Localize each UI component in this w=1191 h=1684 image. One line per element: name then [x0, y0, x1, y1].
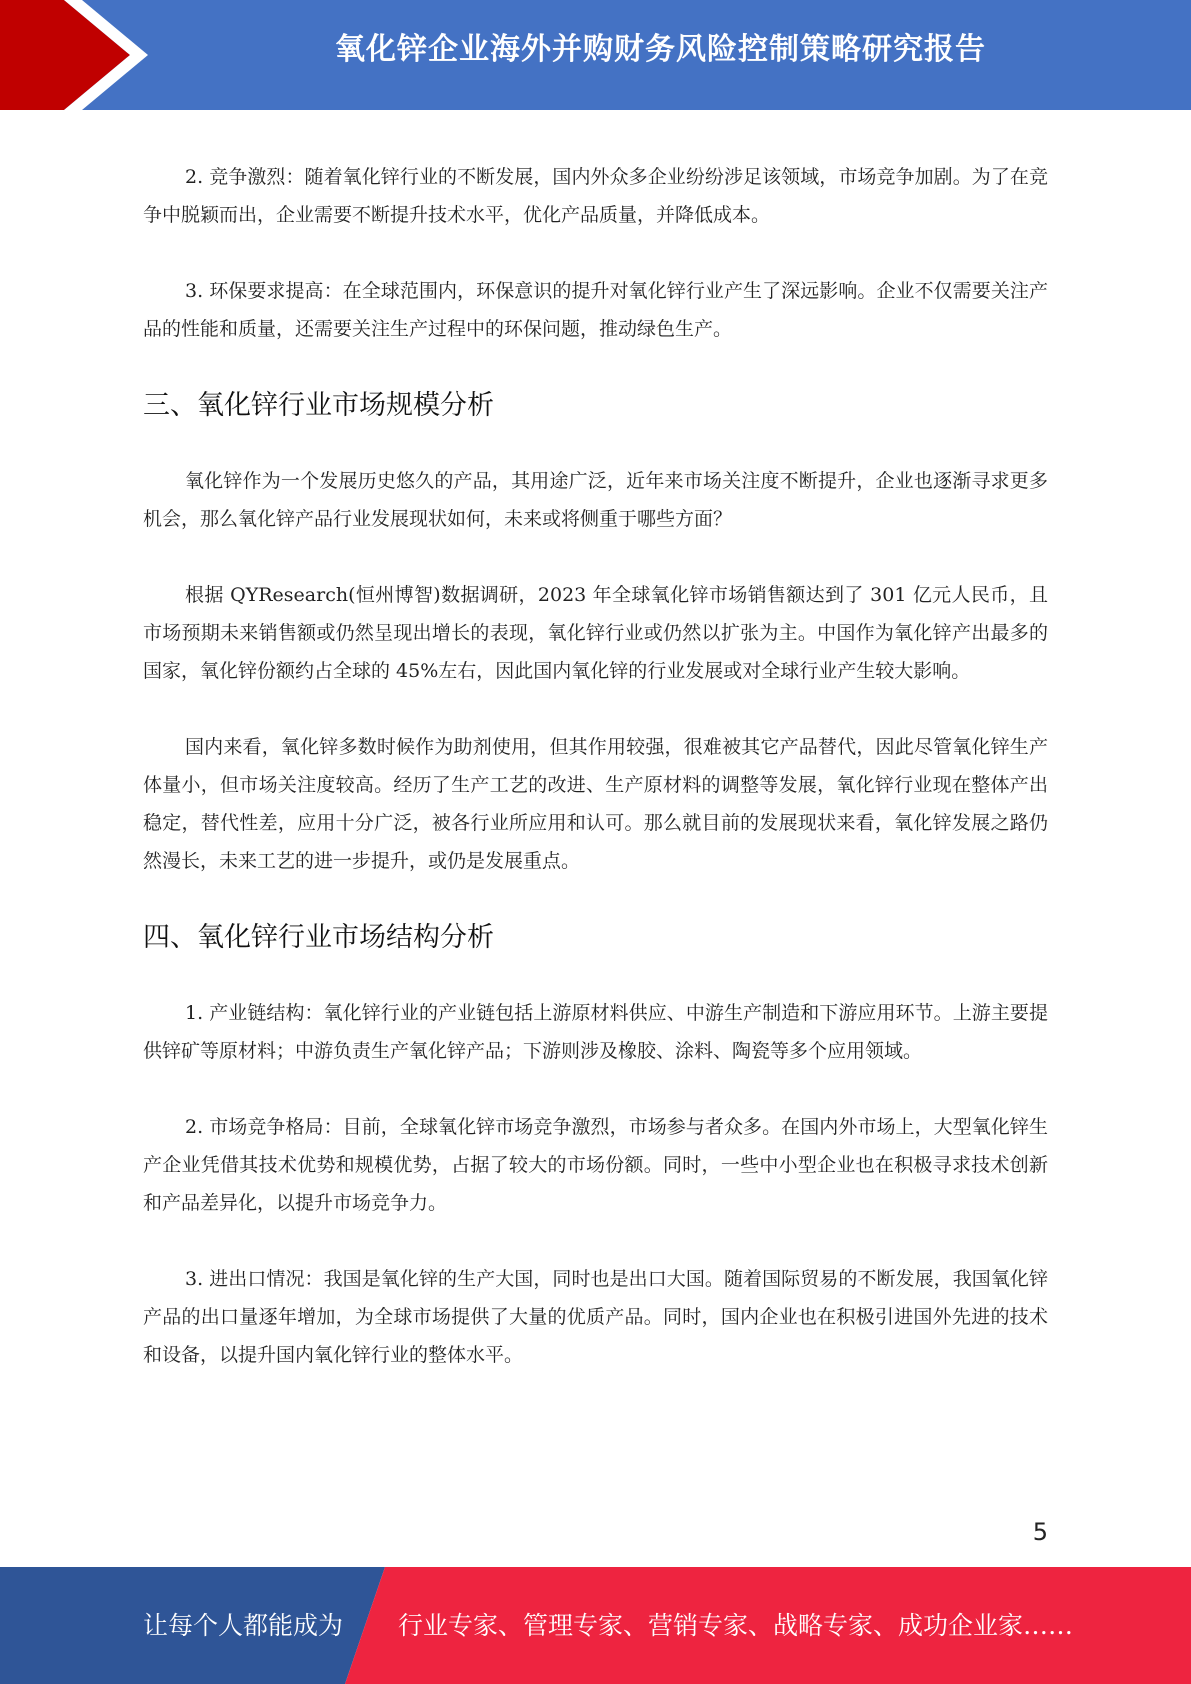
paragraph-market-intro: 氧化锌作为一个发展历史悠久的产品，其用途广泛，近年来市场关注度不断提升，企业也逐渐寻求更多机会，那么氧化锌产品行业发展现状如何，未来或将侧重于哪些方面？: [143, 470, 1048, 530]
page-content: [143, 158, 1048, 1412]
page-header: [0, 0, 1191, 110]
paragraph-market-data: 根据 QYResearch(恒州博智)数据调研，2023 年全球氧化锌市场销售额达到了 301 亿元人民币，且市场预期未来销售额或仍然呈现出增长的表现，氧化锌行业或仍然以扩张为主。中国作为氧化锌产出最多的国家，氧化锌份额约占全球的 45%左右，因此国内氧化锌的行业发展或对全球行业产生较大影响。: [143, 584, 1048, 682]
page-footer: [0, 1567, 1191, 1684]
paragraph-domestic: 国内来看，氧化锌多数时候作为助剂使用，但其作用较强，很难被其它产品替代，因此尽管氧化锌生产体量小，但市场关注度较高。经历了生产工艺的改进、生产原材料的调整等发展，氧化锌行业现在整体产出稳定，替代性差，应用十分广泛，被各行业所应用和认可。那么就目前的发展现状来看，氧化锌发展之路仍然漫长，未来工艺的进一步提升，或仍是发展重点。: [143, 736, 1048, 872]
page-number: 5: [1032, 1518, 1048, 1546]
paragraph-import-export: 3. 进出口情况：我国是氧化锌的生产大国，同时也是出口大国。随着国际贸易的不断发展，我国氧化锌产品的出口量逐年增加，为全球市场提供了大量的优质产品。同时，国内企业也在积极引进国外先进的技术和设备，以提升国内氧化锌行业的整体水平。: [143, 1268, 1048, 1366]
paragraph-environment: 3. 环保要求提高：在全球范围内，环保意识的提升对氧化锌行业产生了深远影响。企业不仅需要关注产品的性能和质量，还需要关注生产过程中的环保问题，推动绿色生产。: [143, 280, 1048, 340]
footer-slogan-right: 行业专家、管理专家、营销专家、战略专家、成功企业家……: [398, 1611, 1074, 1640]
paragraph-competition-pattern: 2. 市场竞争格局：目前，全球氧化锌市场竞争激烈，市场参与者众多。在国内外市场上，大型氧化锌生产企业凭借其技术优势和规模优势，占据了较大的市场份额。同时，一些中小型企业也在积极寻求技术创新和产品差异化，以提升市场竞争力。: [143, 1116, 1048, 1214]
footer-slogan-left: 让每个人都能成为: [143, 1611, 344, 1640]
section-heading-market-size: 三、氧化锌行业市场规模分析: [143, 390, 494, 421]
paragraph-industry-chain: 1. 产业链结构：氧化锌行业的产业链包括上游原材料供应、中游生产制造和下游应用环节。上游主要提供锌矿等原材料；中游负责生产氧化锌产品；下游则涉及橡胶、涂料、陶瓷等多个应用领域。: [143, 1002, 1048, 1062]
paragraph-competition: 2. 竞争激烈：随着氧化锌行业的不断发展，国内外众多企业纷纷涉足该领域，市场竞争加剧。为了在竞争中脱颖而出，企业需要不断提升技术水平，优化产品质量，并降低成本。: [143, 166, 1048, 226]
section-heading-market-structure: 四、氧化锌行业市场结构分析: [143, 922, 494, 953]
report-title: 氧化锌企业海外并购财务风险控制策略研究报告: [335, 32, 986, 67]
